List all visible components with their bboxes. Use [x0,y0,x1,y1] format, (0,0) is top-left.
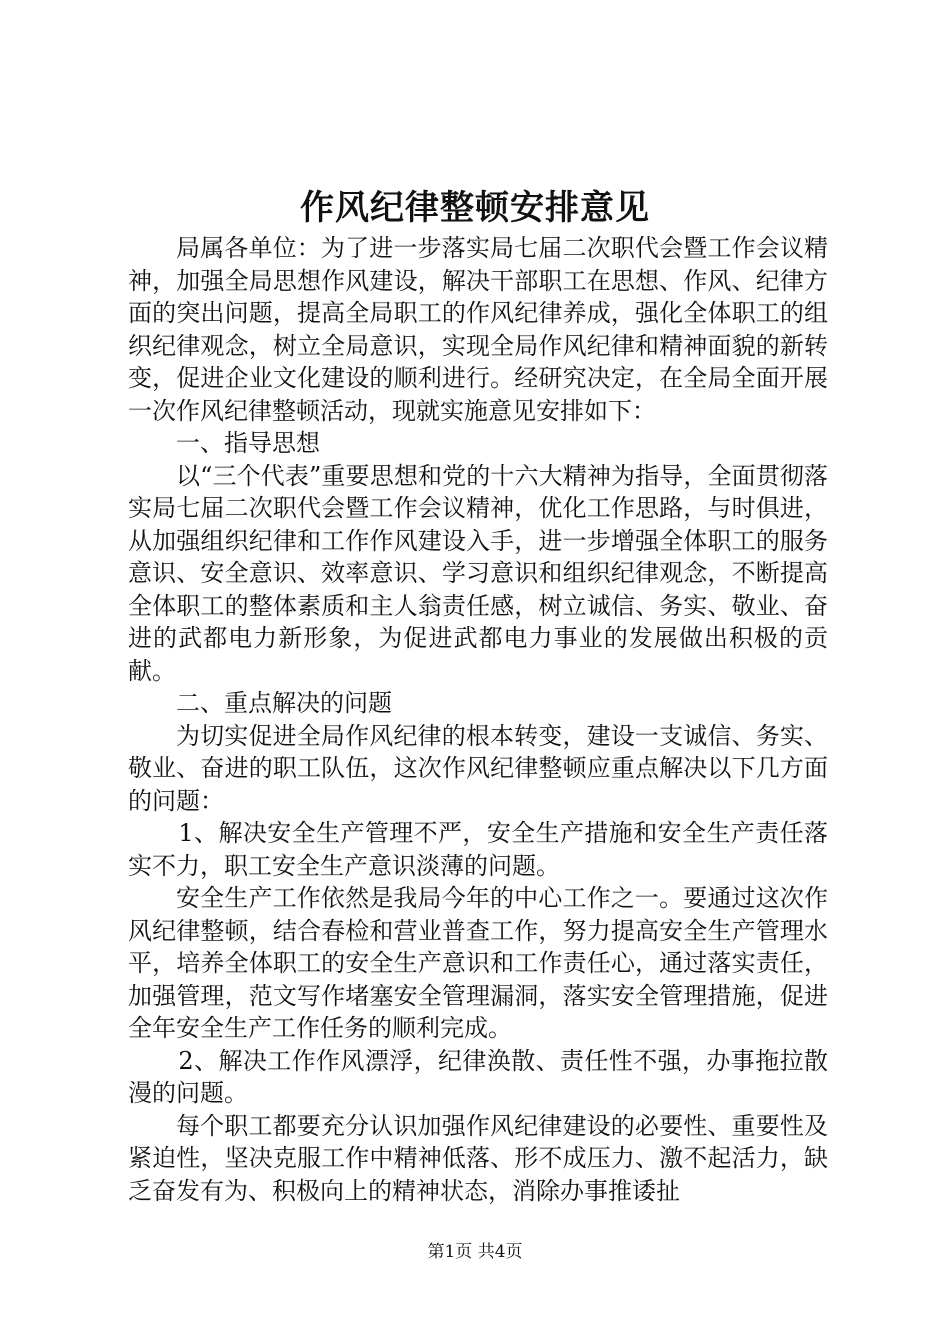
page-number-footer: 第1页 共4页 [427,1242,523,1262]
document-body [128,232,828,1207]
paragraph-discipline: 每个职工都要充分认识加强作风纪律建设的必要性、重要性及紧迫性，坚决克服工作中精神低落、形不成压力、激不起活力，缺乏奋发有为、积极向上的精神状态，消除办事推诿扯 [128,1111,828,1205]
paragraph-guiding-thought: 以“三个代表”重要思想和党的十六大精神为指导，全面贯彻落实局七届二次职代会暨工作会议精神，优化工作思路，与时俱进，从加强组织纪律和工作作风建设入手，进一步增强全体职工的服务意识、安全意识、效率意识、学习意识和组织纪律观念，不断提高全体职工的整体素质和主人翁责任感，树立诚信、务实、敬业、奋进的武都电力新形象，为促进武都电力事业的发展做出积极的贡献。 [128,461,828,685]
paragraph-intro: 局属各单位：为了进一步落实局七届二次职代会暨工作会议精神，加强全局思想作风建设，解决干部职工在思想、作风、纪律方面的突出问题，提高全局职工的作风纪律养成，强化全体职工的组织纪律观念，树立全局意识，实现全局作风纪律和精神面貌的新转变，促进企业文化建设的顺利进行。经研究决定，在全局全面开展一次作风纪律整顿活动，现就实施意见安排如下： [128,234,828,425]
paragraph-key-problems: 为切实促进全局作风纪律的根本转变，建设一支诚信、务实、敬业、奋进的职工队伍，这次作风纪律整顿应重点解决以下几方面的问题： [128,721,828,815]
paragraph-safety: 安全生产工作依然是我局今年的中心工作之一。要通过这次作风纪律整顿，结合春检和营业普查工作，努力提高安全生产管理水平，培养全体职工的安全生产意识和工作责任心，通过落实责任，加强管理，范文写作堵塞安全管理漏洞，落实安全管理措施，促进全年安全生产工作任务的顺利完成。 [128,884,828,1042]
section-heading-guiding-thought: 一、指导思想 [176,429,320,457]
document-title: 作风纪律整顿安排意见 [300,188,650,228]
list-item-2: 2、解决工作作风漂浮，纪律涣散、责任性不强，办事拖拉散漫的问题。 [128,1046,828,1107]
list-item-1: 1、解决安全生产管理不严，安全生产措施和安全生产责任落实不力，职工安全生产意识淡薄的问题。 [128,819,828,880]
section-heading-key-problems: 二、重点解决的问题 [176,689,392,717]
